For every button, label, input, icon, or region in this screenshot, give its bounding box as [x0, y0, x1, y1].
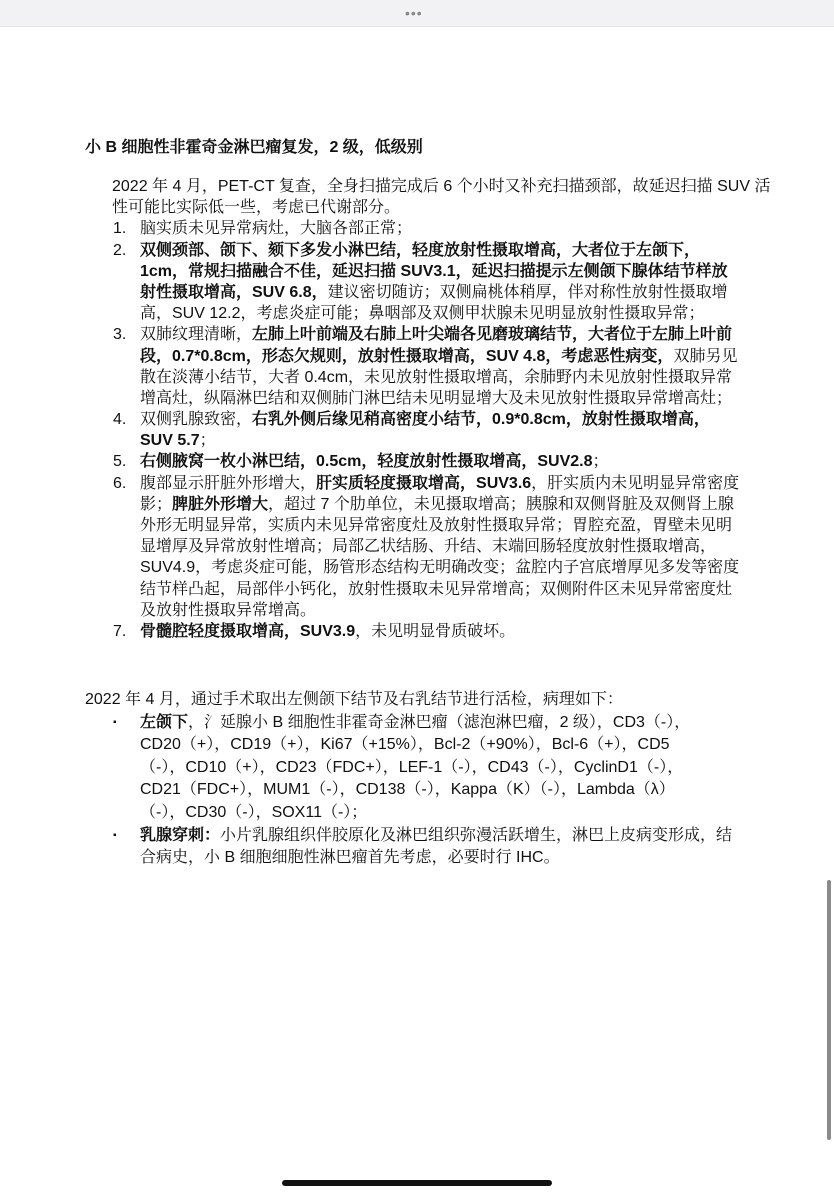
text-line [85, 734, 732, 757]
bold-text: 右侧腋窝一枚小淋巴结，0.5cm，轻度放射性摄取增高，SUV2.8 [140, 453, 593, 471]
bold-text: 肝实质轻度摄取增高，SUV3.6 [316, 474, 532, 492]
bold-text: 双侧颈部、颌下、颏下多发小淋巴结，轻度放射性摄取增高，大者位于左颌下， [140, 241, 701, 259]
text-run: 及放射性摄取异常增高。 [140, 601, 317, 619]
findings-list-item [85, 409, 770, 451]
text-line [85, 757, 732, 780]
bullet-marker: ▪ [113, 716, 117, 728]
text-run: ，超过 7 个肋单位，未见摄取增高；胰腺和双侧肾脏及双侧肾上腺 [268, 495, 734, 513]
text-line [85, 712, 732, 735]
text-run: 增高灶，纵隔淋巴结和双侧肺门淋巴结未见明显增大及未见放射性摄取异常增高灶； [140, 389, 733, 407]
text-run: 双肺纹理清晰， [140, 326, 253, 344]
text-line [85, 324, 770, 345]
text-run: 小片乳腺组织伴胶原化及淋巴组织弥漫活跃增生，淋巴上皮病变形成，结 [220, 826, 733, 844]
findings-list-item [85, 451, 770, 472]
bold-text: 左颌下 [140, 713, 189, 731]
text-run: 外形无明显异常，实质内未见异常密度灶及放射性摄取异常；胃腔充盈，胃壁未见明 [140, 517, 733, 534]
text-line [85, 303, 770, 324]
bold-text: 左肺上叶前端及右肺上叶尖端各见磨玻璃结节，大者位于左肺上叶前 [252, 326, 733, 344]
text-run: CD21（FDC+），MUM1（-），CD138（-），Kappa（K）（-），Lambda（λ） [140, 781, 675, 799]
text-run: （-），CD10（+），CD23（FDC+），LEF-1（-），CD43（-），CyclinD1（-）， [140, 758, 684, 776]
text-line [85, 600, 770, 621]
findings-list-item [85, 240, 770, 325]
bold-text: 射性摄取增高，SUV 6.8， [140, 283, 328, 301]
text-run: 散在淡薄小结节，大者 0.4cm，未见放射性摄取增高，余肺野内未见放射性摄取异常 [140, 368, 733, 386]
text-line [85, 494, 770, 515]
top-toolbar [0, 0, 834, 27]
text-line [85, 779, 732, 802]
pathology-bullet-item [85, 712, 732, 825]
text-line [85, 579, 770, 600]
text-line [85, 802, 732, 825]
text-run: ，未见明显骨质破坏。 [355, 622, 516, 640]
findings-list-item [85, 218, 770, 239]
text-run: ，氵延腺小 B 细胞性非霍奇金淋巴瘤（滤泡淋巴瘤，2 级），CD3（-）， [188, 713, 691, 731]
document-page [85, 136, 805, 867]
text-run: 建议密切随访；双侧扁桃体稍厚，伴对称性放射性摄取增 [327, 283, 728, 301]
text-run: 影； [140, 495, 173, 513]
bold-text: 脾脏外形增大 [172, 495, 269, 513]
text-line [85, 261, 770, 282]
text-run: 双侧乳腺致密， [140, 411, 253, 429]
text-line [85, 451, 770, 472]
list-number: 7. [113, 622, 127, 640]
biopsy-section [85, 689, 732, 870]
text-line [85, 689, 732, 712]
text-line [85, 240, 770, 261]
bold-text: 1cm，常规扫描融合不佳，延迟扫描 SUV3.1，延迟扫描提示左侧颌下腺体结节样放 [140, 262, 728, 280]
bold-text: SUV 5.7 [140, 432, 200, 450]
text-run: 合病史，小 B 细胞细胞性淋巴瘤首先考虑，必要时行 IHC。 [140, 849, 560, 867]
text-line [85, 473, 770, 494]
text-run: ； [592, 453, 609, 471]
text-line [85, 218, 770, 239]
text-run: 显增厚及异常放射性增高；局部乙状结肠、升结、末端回肠轻度放射性摄取增高， [140, 538, 717, 556]
home-indicator[interactable] [282, 1180, 552, 1186]
text-line [85, 367, 770, 388]
text-run: 高，SUV 12.2，考虑炎症可能；鼻咽部及双侧甲状腺未见明显放射性摄取异常； [140, 305, 705, 323]
text-run: SUV4.9，考虑炎症可能，肠管形态结构无明确改变；盆腔内子宫底增厚见多发等密度 [140, 559, 740, 577]
list-number: 4. [113, 411, 127, 429]
list-number: 3. [113, 326, 127, 344]
findings-list-item [85, 621, 770, 642]
text-line [85, 536, 770, 557]
text-line [85, 176, 770, 197]
list-number: 6. [113, 474, 127, 492]
text-line [85, 847, 732, 870]
text-run: 双肺另见 [673, 347, 738, 365]
list-number: 1. [113, 220, 127, 238]
text-line [85, 409, 770, 430]
text-run: 腹部显示肝脏外形增大， [140, 474, 317, 492]
bold-text: 段，0.7*0.8cm，形态欠规则，放射性摄取增高，SUV 4.8，考虑恶性病变， [140, 347, 674, 365]
text-line [85, 825, 732, 848]
list-number: 2. [113, 241, 127, 259]
text-run: 脑实质未见异常病灶，大脑各部正常； [140, 220, 413, 238]
bold-text: 乳腺穿刺： [140, 826, 221, 844]
text-line [85, 621, 770, 642]
text-run: 2022 年 4 月，PET-CT 复查，全身扫描完成后 6 个小时又补充扫描颈部，故延迟扫描 SUV 活 [112, 178, 771, 195]
more-options-handle-icon[interactable]: ••• [405, 5, 423, 21]
text-line [85, 346, 770, 367]
text-line [85, 430, 770, 451]
findings-list-item [85, 324, 770, 409]
text-run: （-），CD30（-），SOX11（-）； [140, 803, 368, 821]
text-line [85, 557, 770, 578]
text-run: ； [199, 432, 216, 450]
text-line [85, 197, 770, 218]
text-run: CD20（+），CD19（+），Ki67（+15%），Bcl-2（+90%），Bcl-6（+），CD5 [140, 736, 670, 754]
text-line [85, 282, 770, 303]
bullet-marker: ▪ [113, 829, 117, 841]
text-run: 结节样凸起，局部伴小钙化，放射性摄取未见异常增高；双侧附件区未见异常密度灶 [140, 580, 733, 598]
scrollbar[interactable] [827, 880, 831, 1140]
list-number: 5. [113, 453, 127, 471]
petct-section [85, 176, 770, 642]
text-run: ，肝实质内未见明显异常密度 [531, 474, 740, 492]
pathology-bullet-item [85, 825, 732, 870]
bold-text: 右乳外侧后缘见稍高密度小结节，0.9*0.8cm，放射性摄取增高， [252, 411, 710, 429]
findings-list-item [85, 473, 770, 621]
text-run: 2022 年 4 月，通过手术取出左侧颌下结节及右乳结节进行活检，病理如下： [85, 691, 623, 708]
text-run: 性可能比实际低一些，考虑已代谢部分。 [112, 199, 401, 217]
text-line [85, 515, 770, 536]
bold-text: 骨髓腔轻度摄取增高，SUV3.9 [140, 622, 356, 640]
text-line [85, 388, 770, 409]
document-title: 小 B 细胞性非霍奇金淋巴瘤复发，2 级，低级别 [85, 139, 423, 156]
